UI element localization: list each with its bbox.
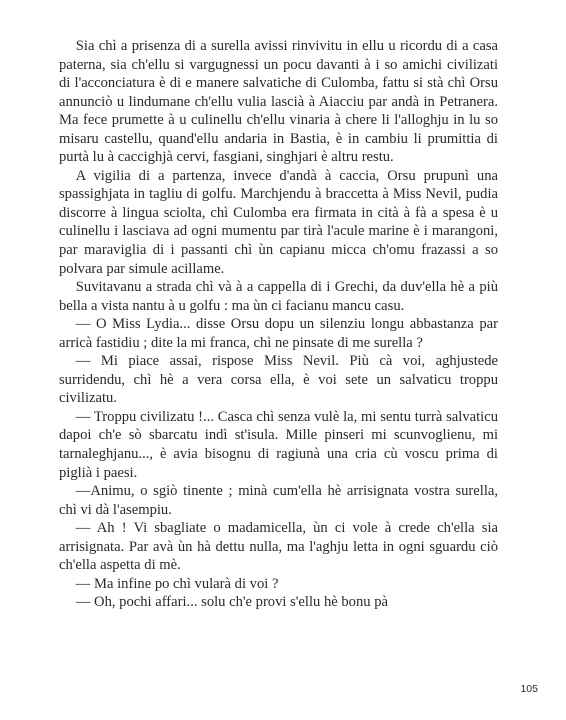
page-number: 105	[520, 683, 538, 695]
body-text	[59, 37, 498, 612]
paragraph-8: — Ah ! Vi sbagliate o madamicella, ùn ci vole à crede ch'ella sia arrisignata. Par avà ùn hà dettu nulla, ma l'aghju letta in ogni sguardu ciò ch'ella aspetta di mè.	[59, 520, 498, 574]
paragraph-7: —Animu, o sgiò tinente ; minà cum'ella hè arrisignata vostra surella, chì vi dà l'asempiu.	[59, 483, 498, 518]
paragraph-2: A vigilia di a partenza, invece d'andà à caccia, Orsu prupunì una spassighjata in tagliu di golfu. Marchjendu à braccetta à Miss Nevil, pudia discorre à lingua sciolta, chì Culomba era firmata in cità à fà a spesa è u culinellu i lasciava ad ogni mumentu par tirà l'acule marine è i marangoni, par maraviglia di i passanti chì ùn capianu micca ch'omu frazassi a so polvara par simule acillame.	[59, 167, 498, 277]
paragraph-10: — Oh, pochi affari... solu ch'e provi s'ellu hè bonu pà	[75, 594, 388, 611]
paragraph-9: — Ma infine po chì vularà di voi ?	[75, 575, 279, 592]
paragraph-5: — Mi piace assai, rispose Miss Nevil. Più cà voi, aghjustede surridendu, chì hè a vera corsa ella, è voi sete un salvaticu troppu civilizatu.	[59, 353, 498, 407]
paragraph-4: — O Miss Lydia... disse Orsu dopu un silenziu longu abbastanza par arricà fastidiu ; dite la mi franca, chì ne pinsate di me surella ?	[59, 316, 498, 351]
paragraph-1: Sia chì a prisenza di a surella avissi rinvivitu in ellu u ricordu di a casa paterna, sia ch'ellu si vargugnessi un pocu davanti à i so amichi civilizati di l'acconciatura è di e manere salvatiche di Culomba, fattu si stà chì Orsu annunciò u lindumane ch'ellu vulia lascià à Aiacciu par andà in Petranera. Ma fece prumette à u culinellu ch'ellu vinaria à chere li l'alloghju in lu so misaru castellu, quand'ellu andaria in Bastia, è in cambiu li prumittia di purtà lu à caccighjà cervi, fasgiani, singhjari è altru restu.	[59, 38, 498, 166]
paragraph-3: Suvitavanu a strada chì và à a cappella di i Grechi, da duv'ella hè a più bella a vista nantu à u golfu : ma ùn ci facianu mancu casu.	[59, 279, 498, 314]
paragraph-6: — Troppu civilizatu !... Casca chì senza vulè la, mi sentu turrà salvaticu dapoi ch'e sò sbarcatu indì st'isula. Mille pinseri mi scunvoglienu, mi tarnaleghjanu..., è avia bisognu di ragiunà una cria cù voscu prima di piglià i paesi.	[59, 408, 498, 481]
